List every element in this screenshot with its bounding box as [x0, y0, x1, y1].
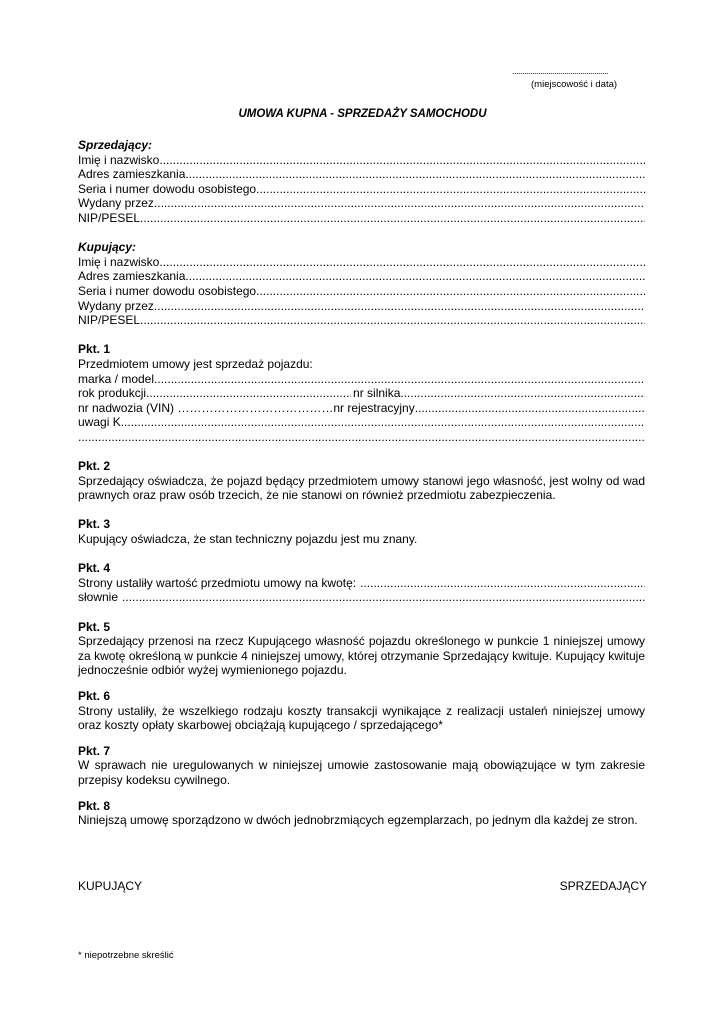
seller-name-field: Imię i nazwisko .....	[78, 153, 645, 168]
buyer-issued-by-field: Wydany przez. .....	[78, 299, 645, 314]
pkt1-heading: Pkt. 1	[78, 342, 111, 357]
vehicle-year-engine-field: rok produkcji ..... nr silnika .....	[78, 386, 645, 401]
contract-body	[78, 138, 645, 828]
seller-id-field: Seria i numer dowodu osobistego .....	[78, 182, 645, 197]
pkt1-intro: Przedmiotem umowy jest sprzedaż pojazdu:	[78, 356, 313, 371]
buyer-nip-field: NIP/PESEL .....	[78, 313, 645, 328]
pkt2-heading: Pkt. 2	[78, 459, 111, 474]
seller-issued-by-field: Wydany przez .....	[78, 196, 645, 211]
pkt7-text: W sprawach nie uregulowanych w niniejszej umowie zastosowanie mają obowiązujące w tym zakresie przepisy kodeksu cywilnego.	[78, 758, 645, 787]
price-amount-field: Strony ustaliły wartość przedmiotu umowy na kwotę: .....	[78, 576, 645, 591]
document-title: UMOWA KUPNA - SPRZEDAŻY SAMOCHODU	[238, 108, 487, 120]
pkt8-text: Niniejszą umowę sporządzono w dwóch jednobrzmiących egzemplarzach, po jednym dla każdej ze stron.	[78, 813, 638, 828]
pkt8-heading: Pkt. 8	[78, 798, 111, 813]
pkt2-text: Sprzedający oświadcza, że pojazd będący przedmiotem umowy stanowi jego własność, jest wolny od wad prawnych oraz praw osób trzecich, że nie stanowi on również przedmiotu zabezpieczenia.	[78, 473, 645, 503]
pkt3-text: Kupujący oświadcza, że stan techniczny pojazdu jest mu znany.	[78, 532, 418, 547]
place-date-line: ................................................	[512, 66, 609, 76]
pkt6-text: Strony ustaliły, że wszelkiego rodzaju koszty transakcji wynikające z realizacji ustaleń niniejszej umowy oraz koszty opłaty skarbowej obciążają kupującego / sprzedającego*	[78, 703, 645, 733]
vehicle-notes-continuation	[78, 430, 645, 445]
buyer-id-field: Seria i numer dowodu osobistego .....	[78, 284, 645, 299]
seller-heading: Sprzedający:	[78, 138, 153, 152]
seller-signature-label: SPRZEDAJĄCY	[559, 879, 647, 893]
vehicle-notes-field: uwagi K .....	[78, 415, 645, 430]
seller-address-field: Adres zamieszkania .....	[78, 167, 645, 182]
pkt5-heading: Pkt. 5	[78, 619, 111, 634]
buyer-signature-label: KUPUJĄCY	[78, 879, 143, 893]
buyer-name-field: Imię i nazwisko .....	[78, 255, 645, 270]
buyer-address-field: Adres zamieszkania .....	[78, 269, 645, 284]
price-words-field: słownie .....	[78, 590, 645, 605]
vehicle-vin-registration-field: nr nadwozia (VIN) ………………………………… nr rejestracyjny .....	[78, 401, 645, 416]
pkt7-heading: Pkt. 7	[78, 743, 111, 758]
pkt4-heading: Pkt. 4	[78, 561, 111, 576]
buyer-heading: Kupujący:	[78, 240, 137, 255]
place-date-caption: (miejscowość i data)	[531, 79, 618, 90]
seller-nip-field: NIP/PESEL .....	[78, 211, 645, 226]
pkt6-heading: Pkt. 6	[78, 688, 111, 703]
pkt3-heading: Pkt. 3	[78, 517, 111, 532]
pkt5-text: Sprzedający przenosi na rzecz Kupującego własność pojazdu określonego w punkcie 1 niniejszej umowy za kwotę określoną w punkcie 4 niniejszej umowy, której otrzymanie Sprzedający kwituje. Kupujący kwituje jednocześnie odbiór wyżej wymienionego pojazdu.	[78, 634, 645, 678]
vehicle-make-field: marka / model .....	[78, 372, 645, 387]
footnote: * niepotrzebne skreślić	[78, 950, 174, 961]
